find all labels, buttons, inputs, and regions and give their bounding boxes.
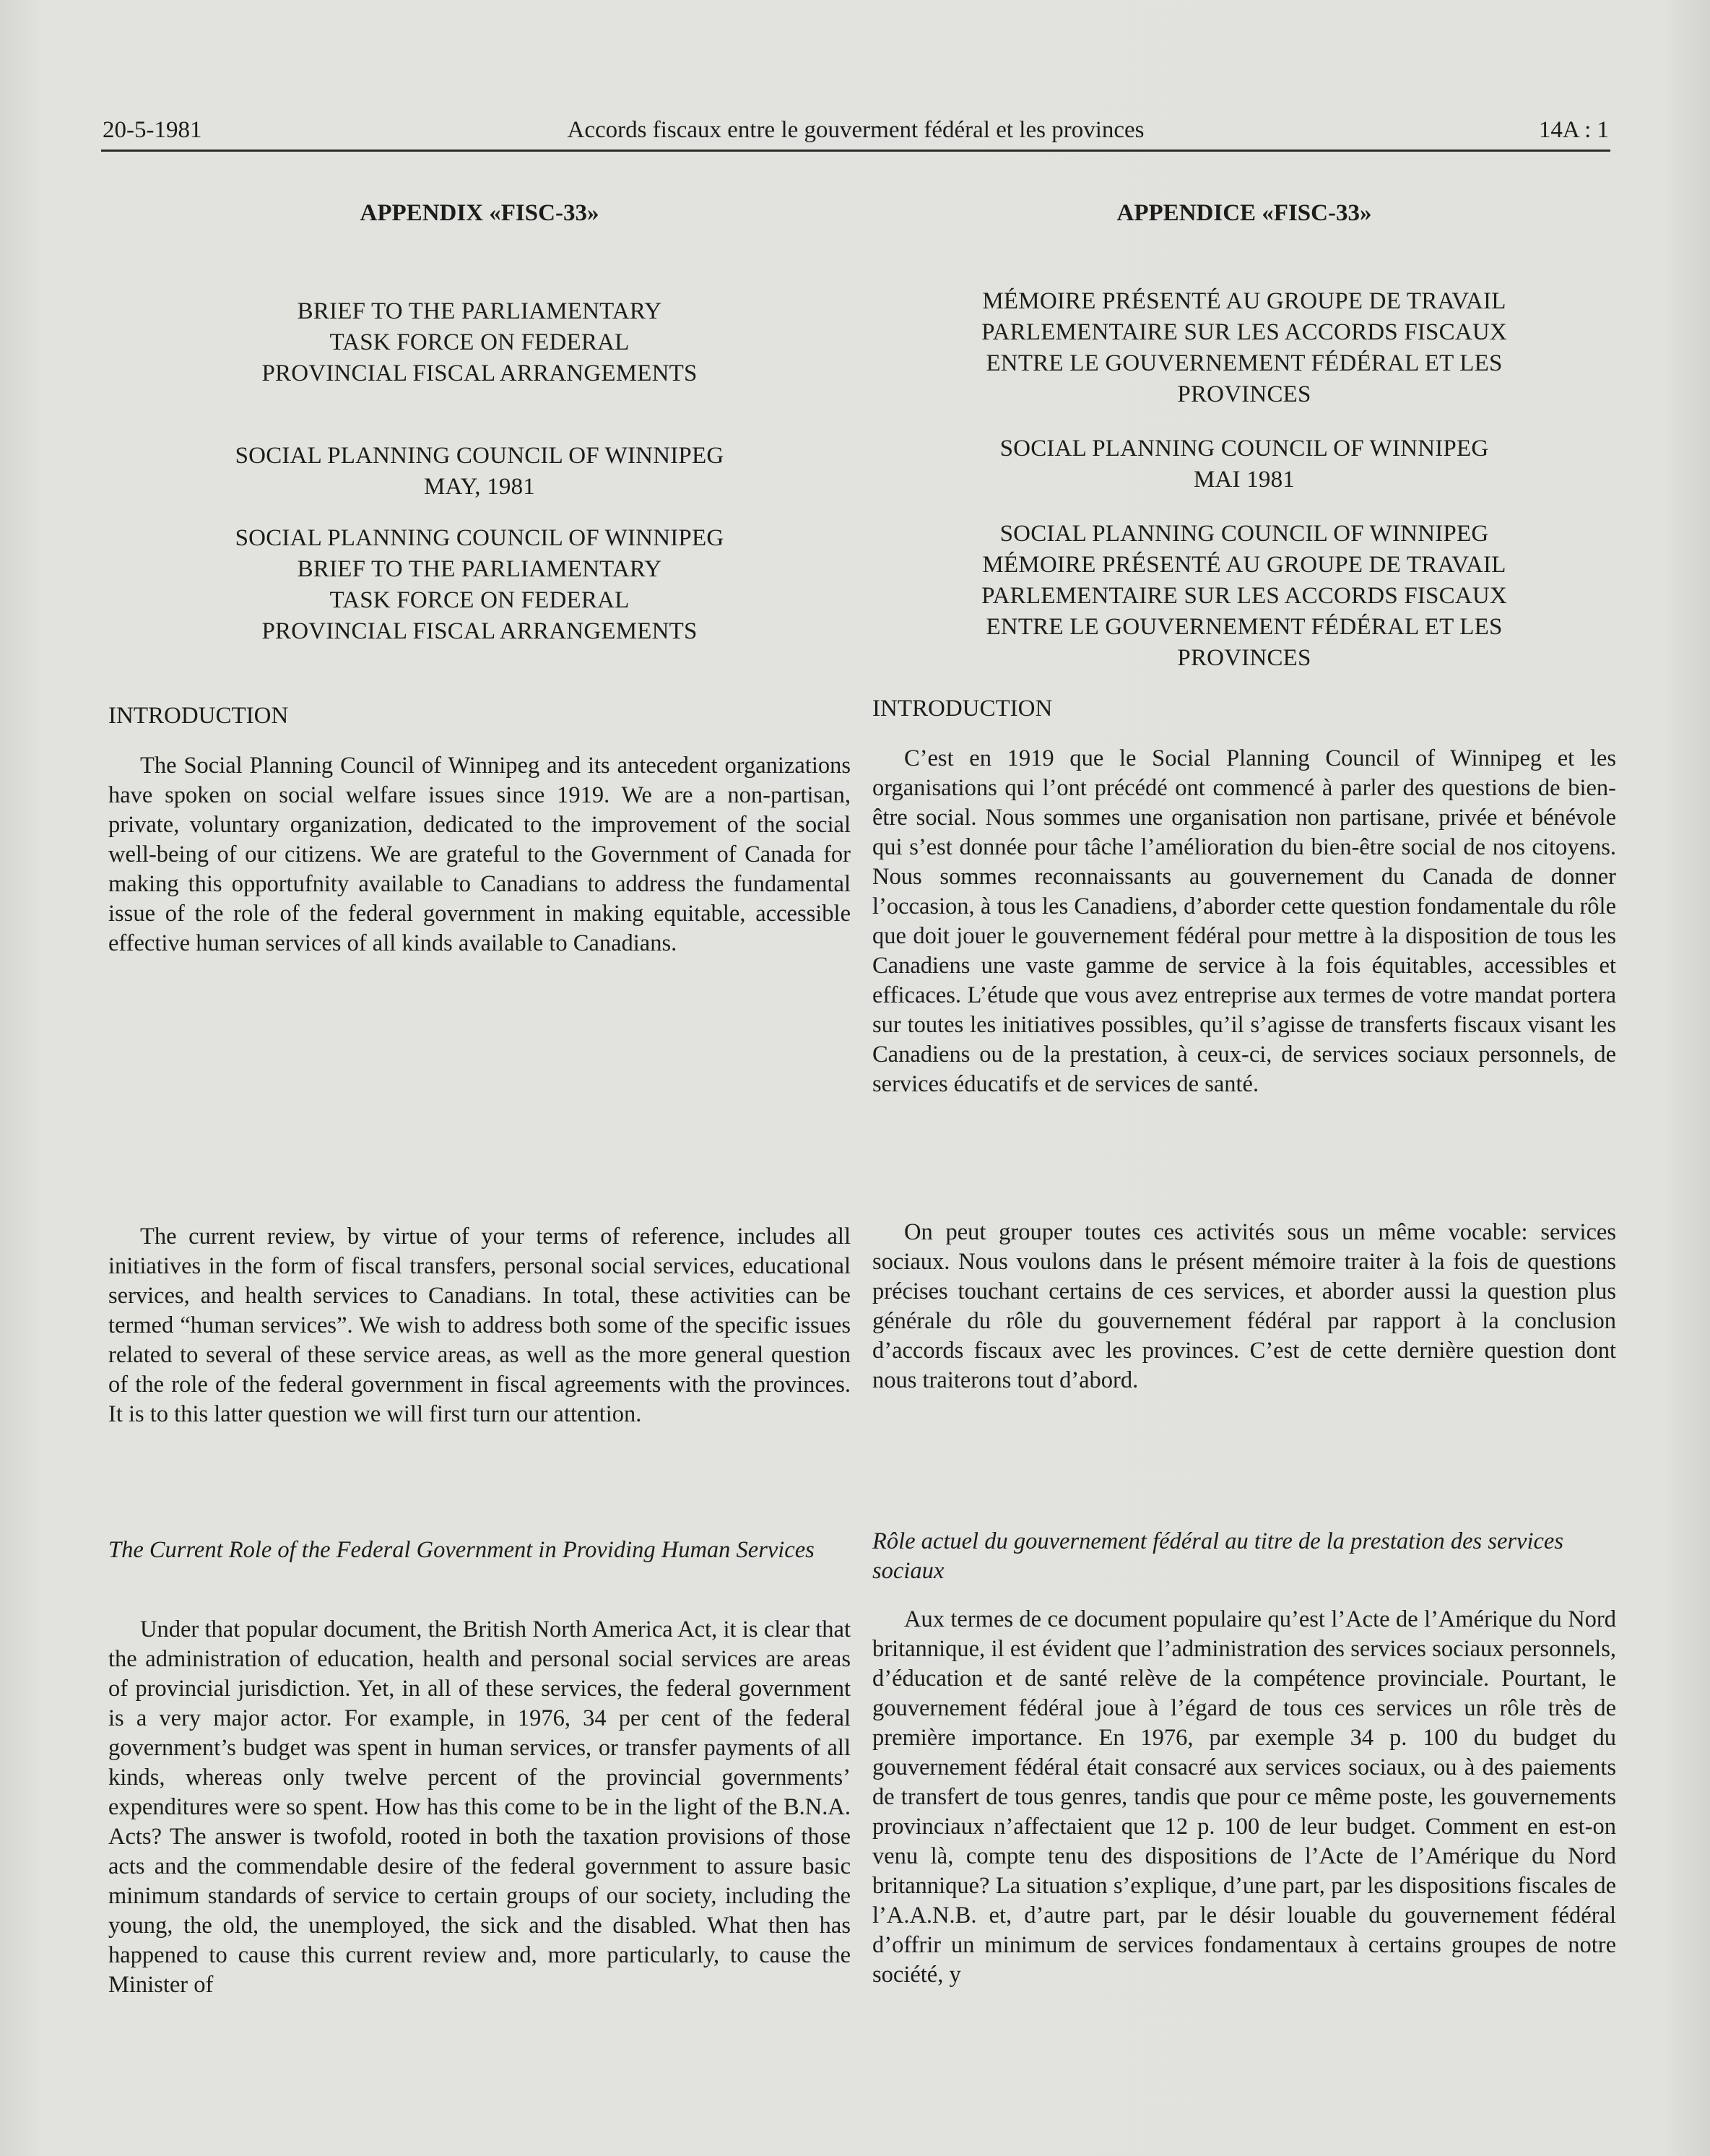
header-title: Accords fiscaux entre le gouverment fédéral et les provinces xyxy=(567,117,1145,143)
brief-title: BRIEF TO THE PARLIAMENTARY TASK FORCE ON FEDERAL PROVINCIAL FISCAL ARRANGEMENTS xyxy=(261,298,698,386)
memoire-title: MÉMOIRE PRÉSENTÉ AU GROUPE DE TRAVAIL PARLEMENTAIRE SUR LES ACCORDS FISCAUX ENTRE LE GOUVERNEMENT FÉDÉRAL ET LES PROVINCES xyxy=(981,288,1507,407)
council-and-date: SOCIAL PLANNING COUNCIL OF WINNIPEG MAY, 1981 xyxy=(235,443,724,500)
introduction-heading-fr: INTRODUCTION xyxy=(872,696,1053,722)
appendice-heading: APPENDICE «FISC-33» xyxy=(1116,200,1372,226)
introduction-heading: INTRODUCTION xyxy=(108,703,289,729)
intro-paragraph: The Social Planning Council of Winnipeg and its antecedent organizations have spoken on social welfare issues since 1919. We are a non-partisan, private, voluntary organization, dedicated to the improvement of the social well-being of our citizens. We are grateful to the Government of Canada for making this opportufnity available to Canadians to address the fundamental issue of the role of the federal government in making equitable, accessible effective human services of all kinds available to Canadians. xyxy=(108,753,851,956)
review-paragraph: The current review, by virtue of your terms of reference, includes all initiatives in the form of fiscal transfers, personal social services, educational services, and health services to Canadians. In total, these activities can be termed “human services”. We wish to address both some of the specific issues related to several of these service areas, as well as the more general question of the role of the federal government in fiscal agreements with the provinces. It is to this latter question we will first turn our attention. xyxy=(108,1224,851,1427)
council-and-date-fr: SOCIAL PLANNING COUNCIL OF WINNIPEG MAI 1981 xyxy=(999,436,1489,493)
council-memoire-title: SOCIAL PLANNING COUNCIL OF WINNIPEG MÉMOIRE PRÉSENTÉ AU GROUPE DE TRAVAIL PARLEMENTAIRE SUR LES ACCORDS FISCAUX ENTRE LE GOUVERNEMENT FÉDÉRAL ET LES PROVINCES xyxy=(981,521,1507,671)
council-brief-title: SOCIAL PLANNING COUNCIL OF WINNIPEG BRIEF TO THE PARLIAMENTARY TASK FORCE ON FEDERAL PROVINCIAL FISCAL ARRANGEMENTS xyxy=(235,525,724,644)
page-header xyxy=(103,114,1609,150)
section-subheading-fr: Rôle actuel du gouvernement fédéral au titre de la prestation des services sociaux xyxy=(872,1528,1564,1584)
role-paragraph: Under that popular document, the British North America Act, it is clear that the administration of education, health and personal social services are areas of provincial jurisdiction. Yet, in all of these services, the federal government is a very major actor. For example, in 1976, 34 per cent of the federal government’s budget was spent in human services, or transfer payments of all kinds, whereas only twelve percent of the provincial governments’ expenditures were so spent. How has this come to be in the light of the B.N.A. Acts? The answer is twofold, rooted in both the taxation provisions of those acts and the commendable desire of the federal government to assure basic minimum standards of service to certain groups of our society, including the young, the old, the unemployed, the sick and the disabled. What then has happened to cause this current review and, more particularly, to cause the Minister of xyxy=(108,1616,851,1998)
role-paragraph-fr: Aux termes de ce document populaire qu’est l’Acte de l’Amérique du Nord britannique, il est évident que l’administration des services sociaux personnels, d’éducation et de santé relève de la compétence provinciale. Pourtant, le gouvernement fédéral joue à l’égard de tous ces services un rôle très de première importance. En 1976, par exemple 34 p. 100 du budget du gouvernement fédéral était consacré aux services sociaux, ou à des paiements de transfert de tous genres, tandis que pour ce même poste, les gouvernements provinciaux n’affectaient que 12 p. 100 de leur budget. Comment en est-on venu là, compte tenu des dispositions de l’Acte de l’Amérique du Nord britannique? La situation s’explique, d’une part, par les dispositions fiscales de l’A.A.N.B. et, d’autre part, par le désir louable du gouvernement fédéral d’offrir un minimum de services fondamentaux à certains groupes de notre société, y xyxy=(872,1606,1616,1988)
header-date: 20-5-1981 xyxy=(103,117,202,143)
intro-paragraph-fr: C’est en 1919 que le Social Planning Council of Winnipeg et les organisations qui l’ont précédé ont commencé à parler des questions de bien-être social. Nous sommes une organisation non partisane, privée et bénévole qui s’est donnée pour tâche l’amélioration du bien-être social de nos citoyens. Nous sommes reconnaissants au gouvernement du Canada de donner l’occasion, à tous les Canadiens, d’aborder cette question fondamentale du rôle que doit jouer le gouvernement fédéral pour mettre à la disposition de tous les Canadiens une vaste gamme de service à la fois équitables, accessibles et efficaces. L’étude que vous avez entreprise aux termes de votre mandat portera sur toutes les initiatives possibles, qu’il s’agisse de transferts fiscaux visant les Canadiens ou de la prestation, à ceux-ci, de services sociaux personnels, de services éducatifs et de services de santé. xyxy=(872,745,1616,1097)
section-subheading: The Current Role of the Federal Government in Providing Human Services xyxy=(108,1537,815,1563)
review-paragraph-fr: On peut grouper toutes ces activités sous un même vocable: services sociaux. Nous voulons dans le présent mémoire traiter à la fois de questions précises touchant certains de ces services, et aborder aussi la question plus générale du rôle du gouvernement fédéral par rapport à la conclusion d’accords fiscaux avec les provinces. C’est de cette dernière question dont nous traiterons tout d’abord. xyxy=(872,1219,1616,1393)
header-page-number: 14A : 1 xyxy=(1538,117,1609,143)
appendix-heading: APPENDIX «FISC-33» xyxy=(360,200,599,226)
header-rule xyxy=(101,150,1610,152)
